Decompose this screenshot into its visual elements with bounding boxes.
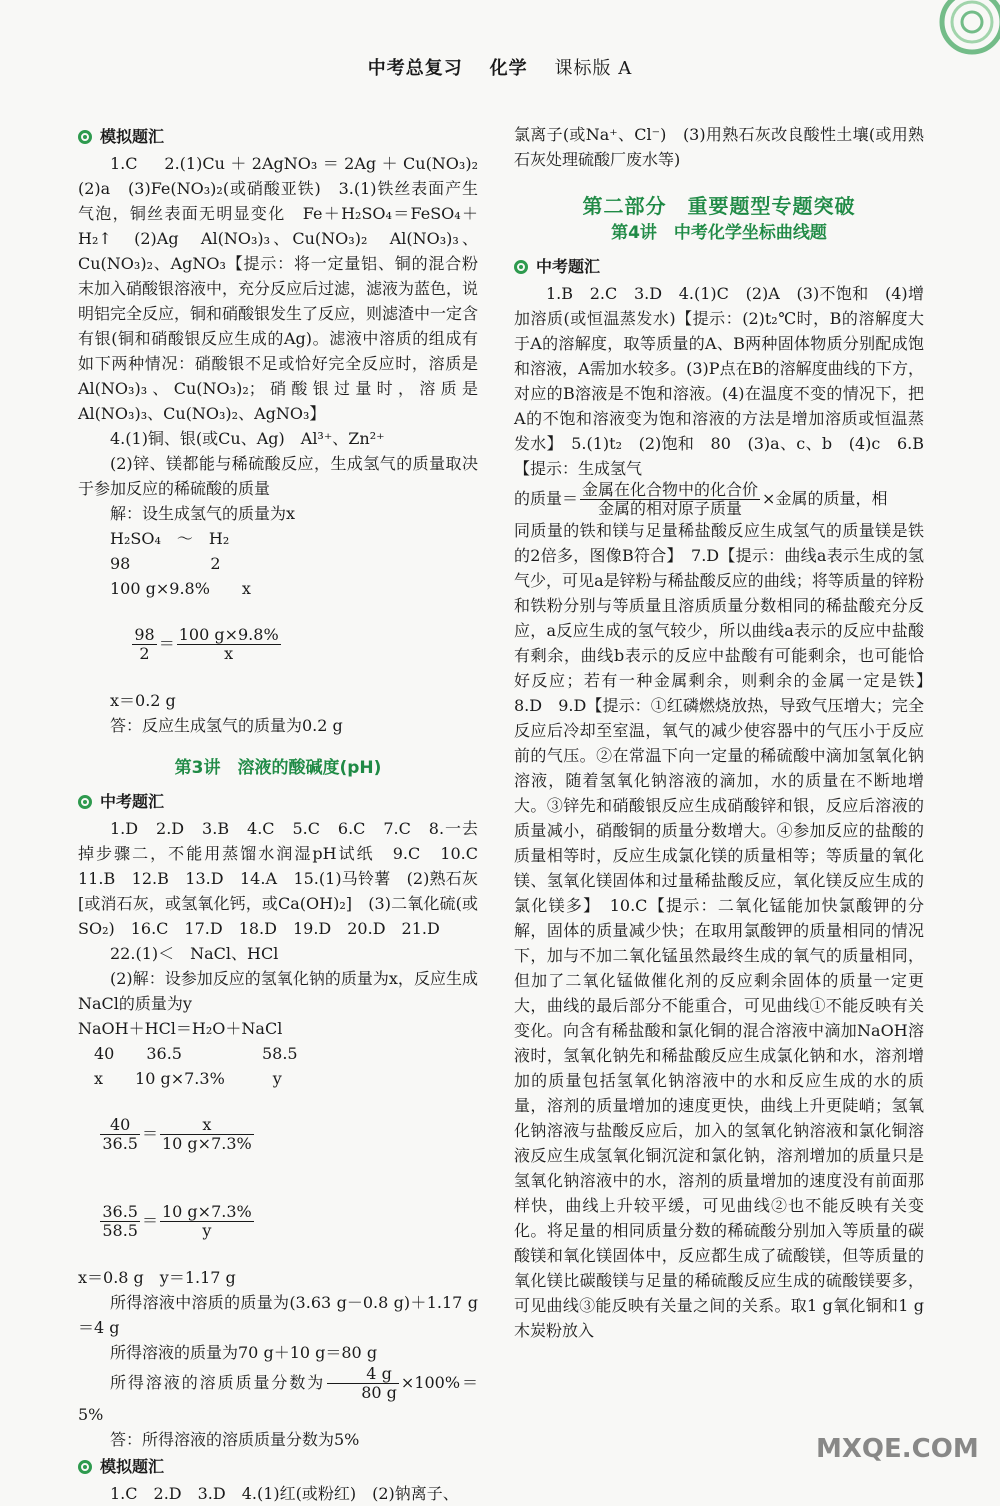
watermark-text: MXQE.COM xyxy=(816,1434,979,1464)
answer-line: 答：反应生成氢气的质量为0.2 g xyxy=(110,716,343,735)
subject-title: 化学 xyxy=(489,58,528,79)
equation-line: 98 2 xyxy=(110,554,221,573)
answer-paragraph: 所得溶液的溶质质量分数为 $\frac{4 g}{80 g}$ ×100%＝5% xyxy=(78,1364,478,1424)
answer-paragraph: 4.(1)铜、银(或Cu、Ag) Al³⁺、Zn²⁺ xyxy=(110,429,385,448)
fraction-equation: 的质量＝ $\frac{\text{金属在化合物中的化合价}}{\text{金属的相对原子质量}}$ ×金属的质量，相 xyxy=(514,480,888,518)
answer-paragraph: 氯离子(或Na⁺、Cl⁻) (3)用熟石灰改良酸性土壤(或用熟石灰处理硫酸厂废水等) xyxy=(514,125,924,169)
fraction-equation: $\frac{36.5}{58.5}$ ＝ $\frac{10 g\times 7.3\%}{y}$ xyxy=(102,1202,252,1240)
result-line: x＝0.2 g xyxy=(110,691,176,710)
answer-line: 答：所得溶液的溶质质量分数为5% xyxy=(110,1430,360,1449)
part-title: 第二部分 重要题型专题突破 xyxy=(582,194,856,218)
fraction-equation: $\frac{40}{36.5}$ ＝ $\frac{x}{10 g\times 7.3\%}$ xyxy=(102,1115,252,1153)
answer-paragraph: 1.C 2.D 3.D 4.(1)红(或粉红) (2)钠离子、 xyxy=(110,1484,459,1503)
answer-paragraph: 所得溶液中溶质的质量为(3.63 g－0.8 g)＋1.17 g＝4 g xyxy=(78,1293,478,1337)
section-bullet-icon xyxy=(78,795,92,809)
edition-label: 课标版 A xyxy=(554,58,633,79)
answer-paragraph: 同质量的铁和镁与足量稀盐酸反应生成氢气的质量镁是铁的2倍多，图像B符合】 7.D【提示：曲线a表示生成的氢气少，可见a是锌粉与稀盐酸反应的曲线；将等质量的锌粉和铁粉分别与等质量且溶质质量分数相同的稀盐酸充分反应，a反应生成的氢气较少，所以曲线a表示的反应中盐酸有剩余，曲线b表示的反应中盐酸有可能剩余，也可能恰好反应；若有一种金属剩余，则剩余的金属一定是铁】 8.D 9.D【提示：①红磷燃烧放热，导致气压增大；完全反应后冷却至室温，氧气的减少使容器中的气压小于反应前的气压。②在常温下向一定量的稀硫酸中滴加氢氧化钠溶液，随着氢氧化钠溶液的滴加，水的质量在不断地增大。③锌先和硝酸银反应生成硝酸锌和银，反应后溶液的质量减小，硝酸铜的质量分数增大。④参加反应的盐酸的质量相等时，反应生成氯化镁的质量相等；等质量的氧化镁、氢氧化镁固体和过量稀盐酸反应，氧化镁反应生成的氯化镁多】 10.C【提示：二氧化锰能加快氯酸钾的分解，固体的质量减少快；在取用氯酸钾的质量相同的情况下，加与不加二氧化锰虽然最终生成的氧气的质量相同，但加了二氧化锰做催化剂的反应剩余固体的质量一定更大，曲线的最后部分不能重合，可见曲线①不能反映有关变化。向含有稀盐酸和氯化铜的混合溶液中滴加NaOH溶液时，氢氧化钠先和稀盐酸反应生成氯化钠和水，溶剂增加的质量包括氢氧化钠溶液中的水和反应生成的水的质量，溶剂的质量增加的速度更快，曲线上升更陡峭；氢氧化钠溶液与盐酸反应后，加入的氢氧化钠溶液和氯化铜溶液反应生成氢氧化铜沉淀和氯化钠，溶剂增加的质量只是氢氧化钠溶液中的水，溶剂的质量增加的速度没有前面那样快，曲线上升较平缓，可见曲线②也不能反映有关变化。将足量的相同质量分数的稀硫酸分别加入等质量的碳酸镁和氧化镁固体中，反应都生成了硫酸镁，但等质量的氧化镁比碳酸镁与足量的稀硫酸反应生成的硫酸镁要多，可见曲线③能反映有关量之间的关系。取1 g氧化铜和1 g木炭粉放入 xyxy=(514,521,941,1340)
page-header xyxy=(0,54,1000,80)
equation-line: 100 g×9.8% x xyxy=(110,579,251,598)
book-title: 中考总复习 xyxy=(367,58,463,79)
answer-paragraph: 1.B 2.C 3.D 4.(1)C (2)A (3)不饱和 (4)增加溶质(或恒温蒸发水)【提示：(2)t₂℃时，B的溶解度大于A的溶解度，取等质量的A、B两种固体物质分别配成饱和溶液，A需加水较多。(3)P点在B的溶解度曲线的下方，对应的B溶液是不饱和溶液。(4)在温度不变的情况下，把A的不饱和溶液变为饱和溶液的方法是增加溶质或恒温蒸发水】 5.(1)t₂ (2)饱和 80 (3)a、c、b (4)c 6.B【提示：生成氢气 xyxy=(514,284,924,478)
answer-paragraph: (2)解：设参加反应的氢氧化钠的质量为x，反应生成NaCl的质量为y xyxy=(78,969,478,1013)
section-bullet-icon xyxy=(78,130,92,144)
equation-line: x 10 g×7.3% y xyxy=(94,1069,282,1088)
result-line: x＝0.8 g y＝1.17 g xyxy=(78,1268,236,1287)
equation-line: NaOH＋HCl＝H₂O＋NaCl xyxy=(78,1019,283,1038)
equation-line: 40 36.5 58.5 xyxy=(94,1044,298,1063)
equation-line: H₂SO₄ ～ H₂ xyxy=(110,529,230,548)
fraction-equation: $\frac{98}{2}$ ＝ $\frac{100 g\times 9.8\%}{x}$ xyxy=(134,625,279,663)
section-heading: 模拟题汇 xyxy=(78,1454,478,1479)
right-column xyxy=(514,122,941,1343)
lecture-title: 第3讲 溶液的酸碱度(pH) xyxy=(174,758,382,778)
answer-paragraph: 1.D 2.D 3.B 4.C 5.C 6.C 7.C 8.一去掉步骤二，不能用蒸馏水润湿pH试纸 9.C 10.C 11.B 12.B 13.D 14.A 15.(1)马铃薯 (2)熟石灰[或消石灰，或氢氧化钙，或Ca(OH)₂] (3)二氧化硫(或SO₂) 16.C 17.D 18.D 19.D 20.D 21.D xyxy=(78,819,495,938)
lecture-title: 第4讲 中考化学坐标曲线题 xyxy=(611,223,827,243)
answer-paragraph: 所得溶液的质量为70 g＋10 g＝80 g xyxy=(110,1343,378,1362)
watermark-logo-icon xyxy=(812,1409,982,1469)
section-heading: 中考题汇 xyxy=(78,789,478,814)
section-bullet-icon xyxy=(514,260,528,274)
solution-line: 解：设生成氢气的质量为x xyxy=(110,504,296,523)
answer-paragraph: 22.(1)＜ NaCl、HCl xyxy=(110,944,279,963)
answer-paragraph: 1.C 2.(1)Cu＋2AgNO₃＝2Ag＋Cu(NO₃)₂ (2)a (3)Fe(NO₃)₂(或硝酸亚铁) 3.(1)铁丝表面产生气泡，铜丝表面无明显变化 Fe＋H₂SO₄＝FeSO₄＋H₂↑ (2)Ag Al(NO₃)₃、Cu(NO₃)₂ Al(NO₃)₃、Cu(NO₃)₂、AgNO₃【提示：将一定量铝、铜的混合粉末加入硝酸银溶液中，充分反应后过滤，滤液为蓝色，说明铝完全反应，铜和硝酸银发生了反应，则滤渣中一定含有银(铜和硝酸银反应生成的Ag)。滤液中溶质的组成有如下两种情况：硝酸银不足或恰好完全反应时，溶质是Al(NO₃)₃、Cu(NO₃)₂；硝酸银过量时，溶质是Al(NO₃)₃、Cu(NO₃)₂、AgNO₃】 xyxy=(78,154,495,423)
left-column xyxy=(78,122,495,1506)
section-heading: 模拟题汇 xyxy=(78,124,478,149)
section-bullet-icon xyxy=(78,1460,92,1474)
answer-paragraph: (2)锌、镁都能与稀硫酸反应，生成氢气的质量取决于参加反应的稀硫酸的质量 xyxy=(78,454,478,498)
section-heading: 中考题汇 xyxy=(514,254,924,279)
